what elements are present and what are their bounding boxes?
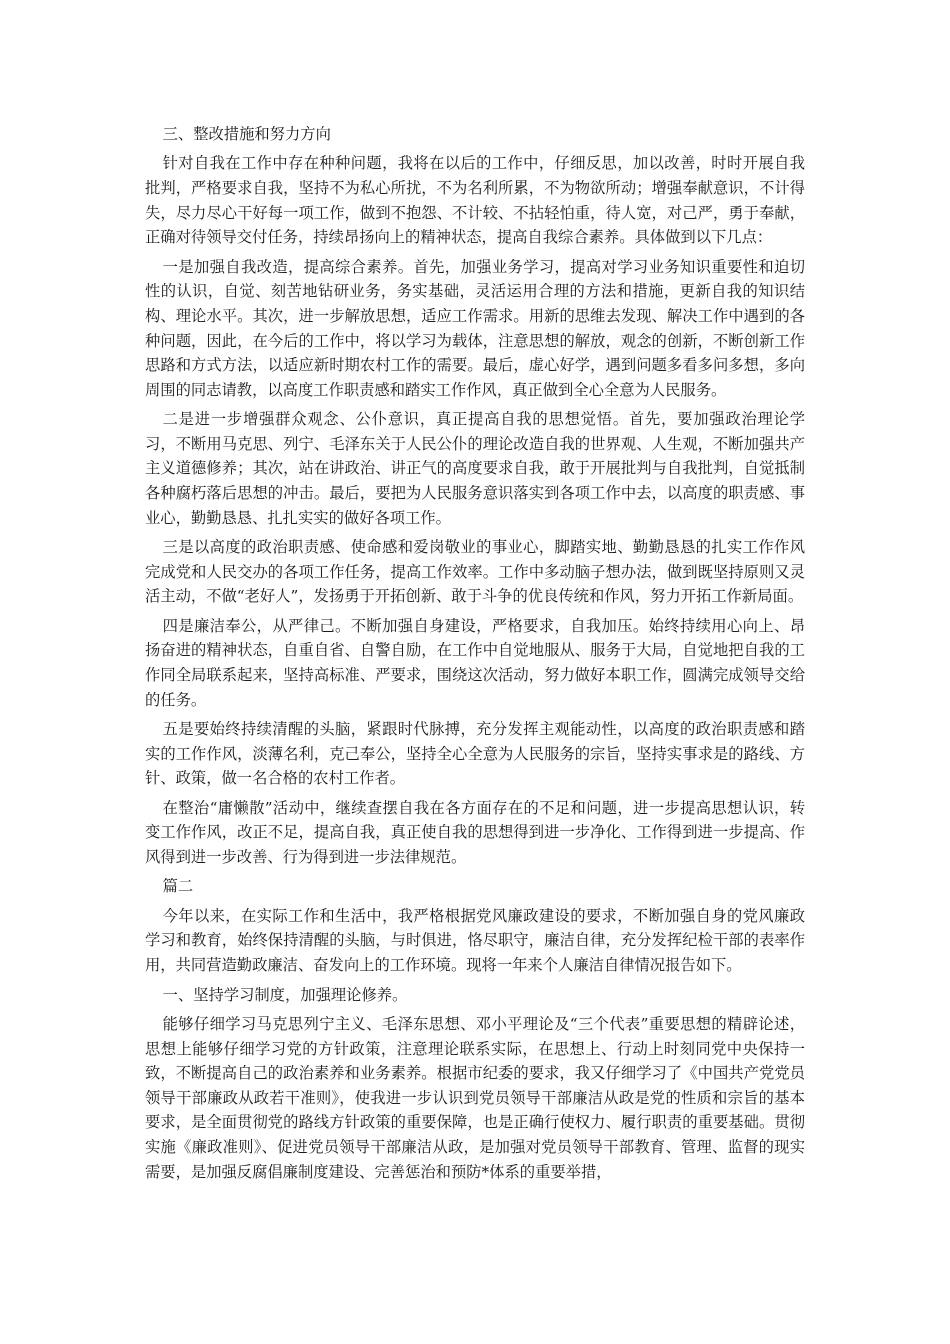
paragraph-study-system: 能够仔细学习马克思列宁主义、毛泽东思想、邓小平理论及“三个代表”重要思想的精辟论述，思想上能够仔细学习党的方针政策，注意理论联系实际，在思想上、行动上时刻同党中央保持一致，不断提高自己的政治素养和业务素养。根据市纪委的要求，我又仔细学习了《中国共产党党员领导干部廉政从政若干准则》，使我进一步认识到党员领导干部廉洁从政是党的性质和宗旨的基本要求，是全面贯彻党的路线方针政策的重要保障，也是正确行使权力、履行职责的重要基础。贯彻实施《廉政准则》、促进党员领导干部廉洁从政，是加强对党员领导干部教育、管理、监督的现实需要，是加强反腐倡廉制度建设、完善惩治和预防*体系的重要举措， bbox=[145, 1014, 805, 1181]
section-heading-part-two: 篇二 bbox=[162, 877, 194, 896]
paragraph-point-1: 一是加强自我改造，提高综合素养。首先，加强业务学习，提高对学习业务知识重要性和迫切性的认识，自觉、刻苦地钻研业务，务实基础，灵活运用合理的方法和措施，更新自我的知识结构、理论水平。其次，进一步解放思想，适应工作需求。用新的思维去发现、解决工作中遇到的各种问题，因此，在今后的工作中，将以学习为载体，注意思想的解放，观念的创新，不断创新工作思路和方式方法，以适应新时期农村工作的需要。最后，虚心好学，遇到问题多看多问多想，多向周围的同志请教，以高度工作职责感和踏实工作作风，真正做到全心全意为人民服务。 bbox=[145, 257, 805, 399]
section-heading-study-system: 一、坚持学习制度，加强理论修养。 bbox=[162, 985, 408, 1004]
paragraph-point-5: 五是要始终持续清醒的头脑，紧跟时代脉搏，充分发挥主观能动性，以高度的政治职责感和踏实的工作作风，淡薄名利，克己奉公，坚持全心全意为人民服务的宗旨，坚持实事求是的路线、方针、政策，做一名合格的农村工作者。 bbox=[145, 720, 805, 788]
paragraph-point-2: 二是进一步增强群众观念、公仆意识，真正提高自我的思想觉悟。首先，要加强政治理论学习，不断用马克思、列宁、毛泽东关于人民公仆的理论改造自我的世界观、人生观，不断加强共产主义道德修养；其次，站在讲政治、讲正气的高度要求自我，敢于开展批判与自我批判，自觉抵制各种腐朽落后思想的冲击。最后，要把为人民服务意识落实到各项工作中去，以高度的职责感、事业心，勤勤恳恳、扎扎实实的做好各项工作。 bbox=[145, 410, 805, 527]
paragraph-intro: 针对自我在工作中存在种种问题，我将在以后的工作中，仔细反思，加以改善，时时开展自我批判，严格要求自我，坚持不为私心所扰，不为名利所累，不为物欲所动；增强奉献意识，不计得失，尽力尽心干好每一项工作，做到不抱怨、不计较、不拈轻怕重，待人宽，对己严，勇于奉献，正确对待领导交付任务，持续昂扬向上的精神状态，提高自我综合素养。具体做到以下几点： bbox=[145, 154, 805, 247]
paragraph-point-4: 四是廉洁奉公，从严律己。不断加强自身建设，严格要求，自我加压。始终持续用心向上、昂扬奋进的精神状态，自重自省、自警自励，在工作中自觉地服从、服务于大局，自觉地把自我的工作同全局联系起来，坚持高标准、严要求，围绕这次活动，努力做好本职工作，圆满完成领导交给的任务。 bbox=[145, 616, 805, 709]
document-body bbox=[145, 122, 805, 1189]
paragraph-part-two-intro: 今年以来，在实际工作和生活中，我严格根据党风廉政建设的要求，不断加强自身的党风廉政学习和教育，始终保持清醒的头脑，与时俱进，恪尽职守，廉洁自律，充分发挥纪检干部的表率作用，共同营造勤政廉洁、奋发向上的工作环境。现将一年来个人廉洁自律情况报告如下。 bbox=[145, 906, 805, 975]
paragraph-point-3: 三是以高度的政治职责感、使命感和爱岗敬业的事业心，脚踏实地、勤勤恳恳的扎实工作作风完成党和人民交办的各项工作任务，提高工作效率。工作中多动脑子想办法，做到既坚持原则又灵活主动，不做“老好人”，发扬勇于开拓创新、敢于斗争的优良传统和作风，努力开拓工作新局面。 bbox=[145, 538, 805, 606]
paragraph-conclusion: 在整治“庸懒散”活动中，继续查摆自我在各方面存在的不足和问题，进一步提高思想认识，转变工作作风，改正不足，提高自我，真正使自我的思想得到进一步净化、工作得到进一步提高、作风得到进一步改善、行为得到进一步法律规范。 bbox=[145, 798, 805, 866]
section-heading-rectification: 三、整改措施和努力方向 bbox=[162, 125, 331, 143]
